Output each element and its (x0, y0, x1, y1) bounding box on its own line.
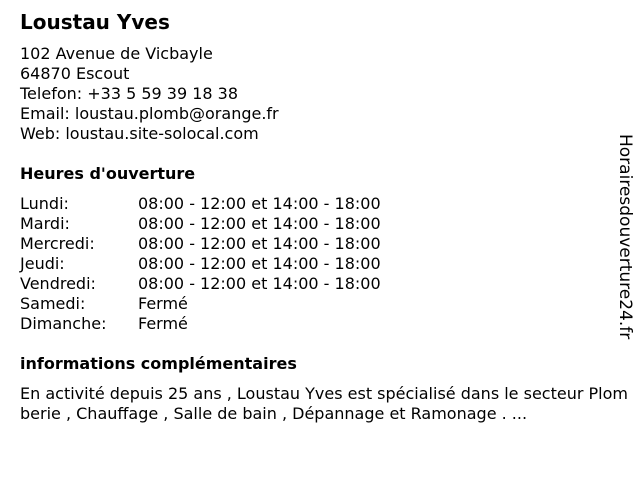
day-label: Dimanche: (20, 314, 107, 333)
day-hours: 08:00 - 12:00 et 14:00 - 18:00 (138, 214, 381, 233)
day-label: Samedi: (20, 294, 86, 313)
website[interactable]: Web: loustau.site-solocal.com (20, 124, 259, 143)
day-hours: 08:00 - 12:00 et 14:00 - 18:00 (138, 274, 381, 293)
day-label: Vendredi: (20, 274, 96, 293)
email-address[interactable]: Email: loustau.plomb@orange.fr (20, 104, 279, 123)
day-label: Jeudi: (20, 254, 65, 273)
day-label: Lundi: (20, 194, 69, 213)
hours-row-monday (20, 194, 381, 214)
hours-row-friday (20, 274, 381, 294)
address-city: 64870 Escout (20, 64, 130, 83)
hours-row-tuesday (20, 214, 381, 234)
day-label: Mercredi: (20, 234, 95, 253)
day-hours: 08:00 - 12:00 et 14:00 - 18:00 (138, 234, 381, 253)
phone-number[interactable]: Telefon: +33 5 59 39 18 38 (20, 84, 239, 103)
day-hours: 08:00 - 12:00 et 14:00 - 18:00 (138, 254, 381, 273)
contact-block (20, 44, 279, 144)
opening-hours-table (20, 194, 381, 334)
hours-row-thursday (20, 254, 381, 274)
additional-info-heading: informations complémentaires (20, 354, 297, 373)
day-hours: 08:00 - 12:00 et 14:00 - 18:00 (138, 194, 381, 213)
day-hours: Fermé (138, 314, 188, 333)
opening-hours-heading: Heures d'ouverture (20, 164, 196, 183)
hours-row-saturday (20, 294, 381, 314)
business-description: En activité depuis 25 ans , Loustau Yves est spécialisé dans le secteur Plomberie , Chauffage , Salle de bain , Dépannage et Ramonage . ... (20, 384, 628, 423)
business-name: Loustau Yves (20, 10, 170, 34)
watermark-text: Horairesdouverture24.fr (615, 134, 635, 340)
day-hours: Fermé (138, 294, 188, 313)
address-street: 102 Avenue de Vicbayle (20, 44, 213, 63)
day-label: Mardi: (20, 214, 70, 233)
hours-row-wednesday (20, 234, 381, 254)
hours-row-sunday (20, 314, 381, 334)
